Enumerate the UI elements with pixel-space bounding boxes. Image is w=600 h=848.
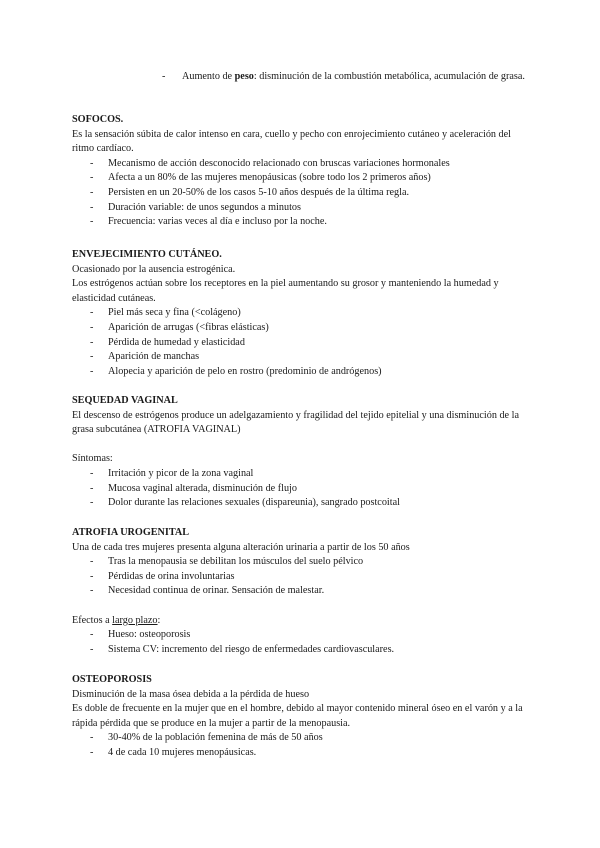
list-item: - Piel más seca y fina (<colágeno)	[90, 307, 241, 319]
list-item: - Pérdidas de orina involuntarias	[90, 570, 235, 582]
list-item: - Duración variable: de unos segundos a minutos	[90, 201, 301, 213]
bullet-list	[72, 306, 532, 379]
list-item: - Dolor durante las relaciones sexuales (dispareunia), sangrado postcoital	[90, 497, 400, 509]
bullet-list	[72, 467, 532, 511]
section-heading: OSTEOPOROSIS	[72, 674, 152, 685]
list-dash: -	[162, 71, 166, 82]
paragraph: El descenso de estrógenos produce un adelgazamiento y fragilidad del tejido epitelial y una disminución de la grasa subcutánea (ATROFIA VAGINAL)	[72, 409, 519, 436]
paragraph: Disminución de la masa ósea debida a la pérdida de hueso	[72, 688, 310, 700]
list-item-text	[182, 70, 537, 85]
list-item: - Persisten en un 20-50% de los casos 5-10 años después de la última regla.	[90, 186, 410, 198]
item-suffix: : disminución de la combustión metabólica, acumulación de grasa.	[253, 71, 525, 82]
list-item: - Aparición de arrugas (<fibras elásticas)	[90, 321, 269, 333]
list-item: - Afecta a un 80% de las mujeres menopáusicas (sobre todo los 2 primeros años)	[90, 172, 431, 184]
list-item: - 30-40% de la población femenina de más de 50 años	[90, 732, 323, 744]
paragraph: Ocasionado por la ausencia estrogénica.	[72, 263, 236, 275]
bullet-list	[72, 555, 532, 599]
bullet-list	[72, 731, 532, 760]
section-envejecimiento	[72, 248, 532, 379]
paragraph: Es la sensación súbita de calor intenso en cara, cuello y pecho con enrojecimiento cutáneo y aceleración del ritmo cardíaco.	[72, 128, 512, 155]
section-sequedad-vaginal	[72, 394, 532, 511]
section-heading: SEQUEDAD VAGINAL	[72, 395, 178, 406]
list-item: - Irritación y picor de la zona vaginal	[90, 467, 254, 479]
underlined-text: largo plazo	[112, 614, 158, 626]
item-bold-term: peso	[234, 71, 254, 82]
list-item: - Alopecia y aparición de pelo en rostro (predominio de andrógenos)	[90, 365, 382, 377]
section-heading: ENVEJECIMIENTO CUTÁNEO.	[72, 249, 222, 260]
list-item: - Pérdida de humedad y elasticidad	[90, 336, 245, 348]
list-item: - Frecuencia: varias veces al día e incluso por la noche.	[90, 216, 327, 228]
section-heading: SOFOCOS.	[72, 114, 124, 125]
item-prefix: Aumento de	[182, 71, 235, 82]
bullet-list	[72, 157, 532, 230]
paragraph: Los estrógenos actúan sobre los receptores en la piel aumentando su grosor y manteniendo la humedad y elasticidad cutáneas.	[72, 278, 499, 304]
section-osteoporosis	[72, 673, 532, 761]
list-item: - Aparición de manchas	[90, 351, 200, 363]
list-item: - Mucosa vaginal alterada, disminución de flujo	[90, 482, 297, 494]
list-item: - Mecanismo de acción desconocido relacionado con bruscas variaciones hormonales	[90, 157, 450, 169]
sintomas-label: Síntomas:	[72, 453, 113, 465]
list-item: - Tras la menopausia se debilitan los músculos del suelo pélvico	[90, 556, 364, 568]
paragraph: Una de cada tres mujeres presenta alguna alteración urinaria a partir de los 50 años	[72, 541, 410, 553]
bullet-list	[72, 628, 532, 657]
list-item: - Sistema CV: incremento del riesgo de enfermedades cardiovasculares.	[90, 643, 395, 655]
paragraph: Es doble de frecuente en la mujer que en el hombre, debido al mayor contenido mineral óseo en el varón y a la rápida pérdida que se produce en la mujer a partir de la menopausia.	[72, 703, 523, 729]
section-atrofia-urogenital	[72, 526, 532, 657]
list-item: - 4 de cada 10 mujeres menopáusicas.	[90, 746, 257, 758]
efectos-label: Efectos a largo plazo:	[72, 614, 161, 626]
section-heading: ATROFIA UROGENITAL	[72, 527, 190, 538]
list-item: - Hueso: osteoporosis	[90, 629, 191, 641]
section-sofocos	[72, 113, 532, 230]
list-item: - Necesidad continua de orinar. Sensación de malestar.	[90, 585, 325, 597]
